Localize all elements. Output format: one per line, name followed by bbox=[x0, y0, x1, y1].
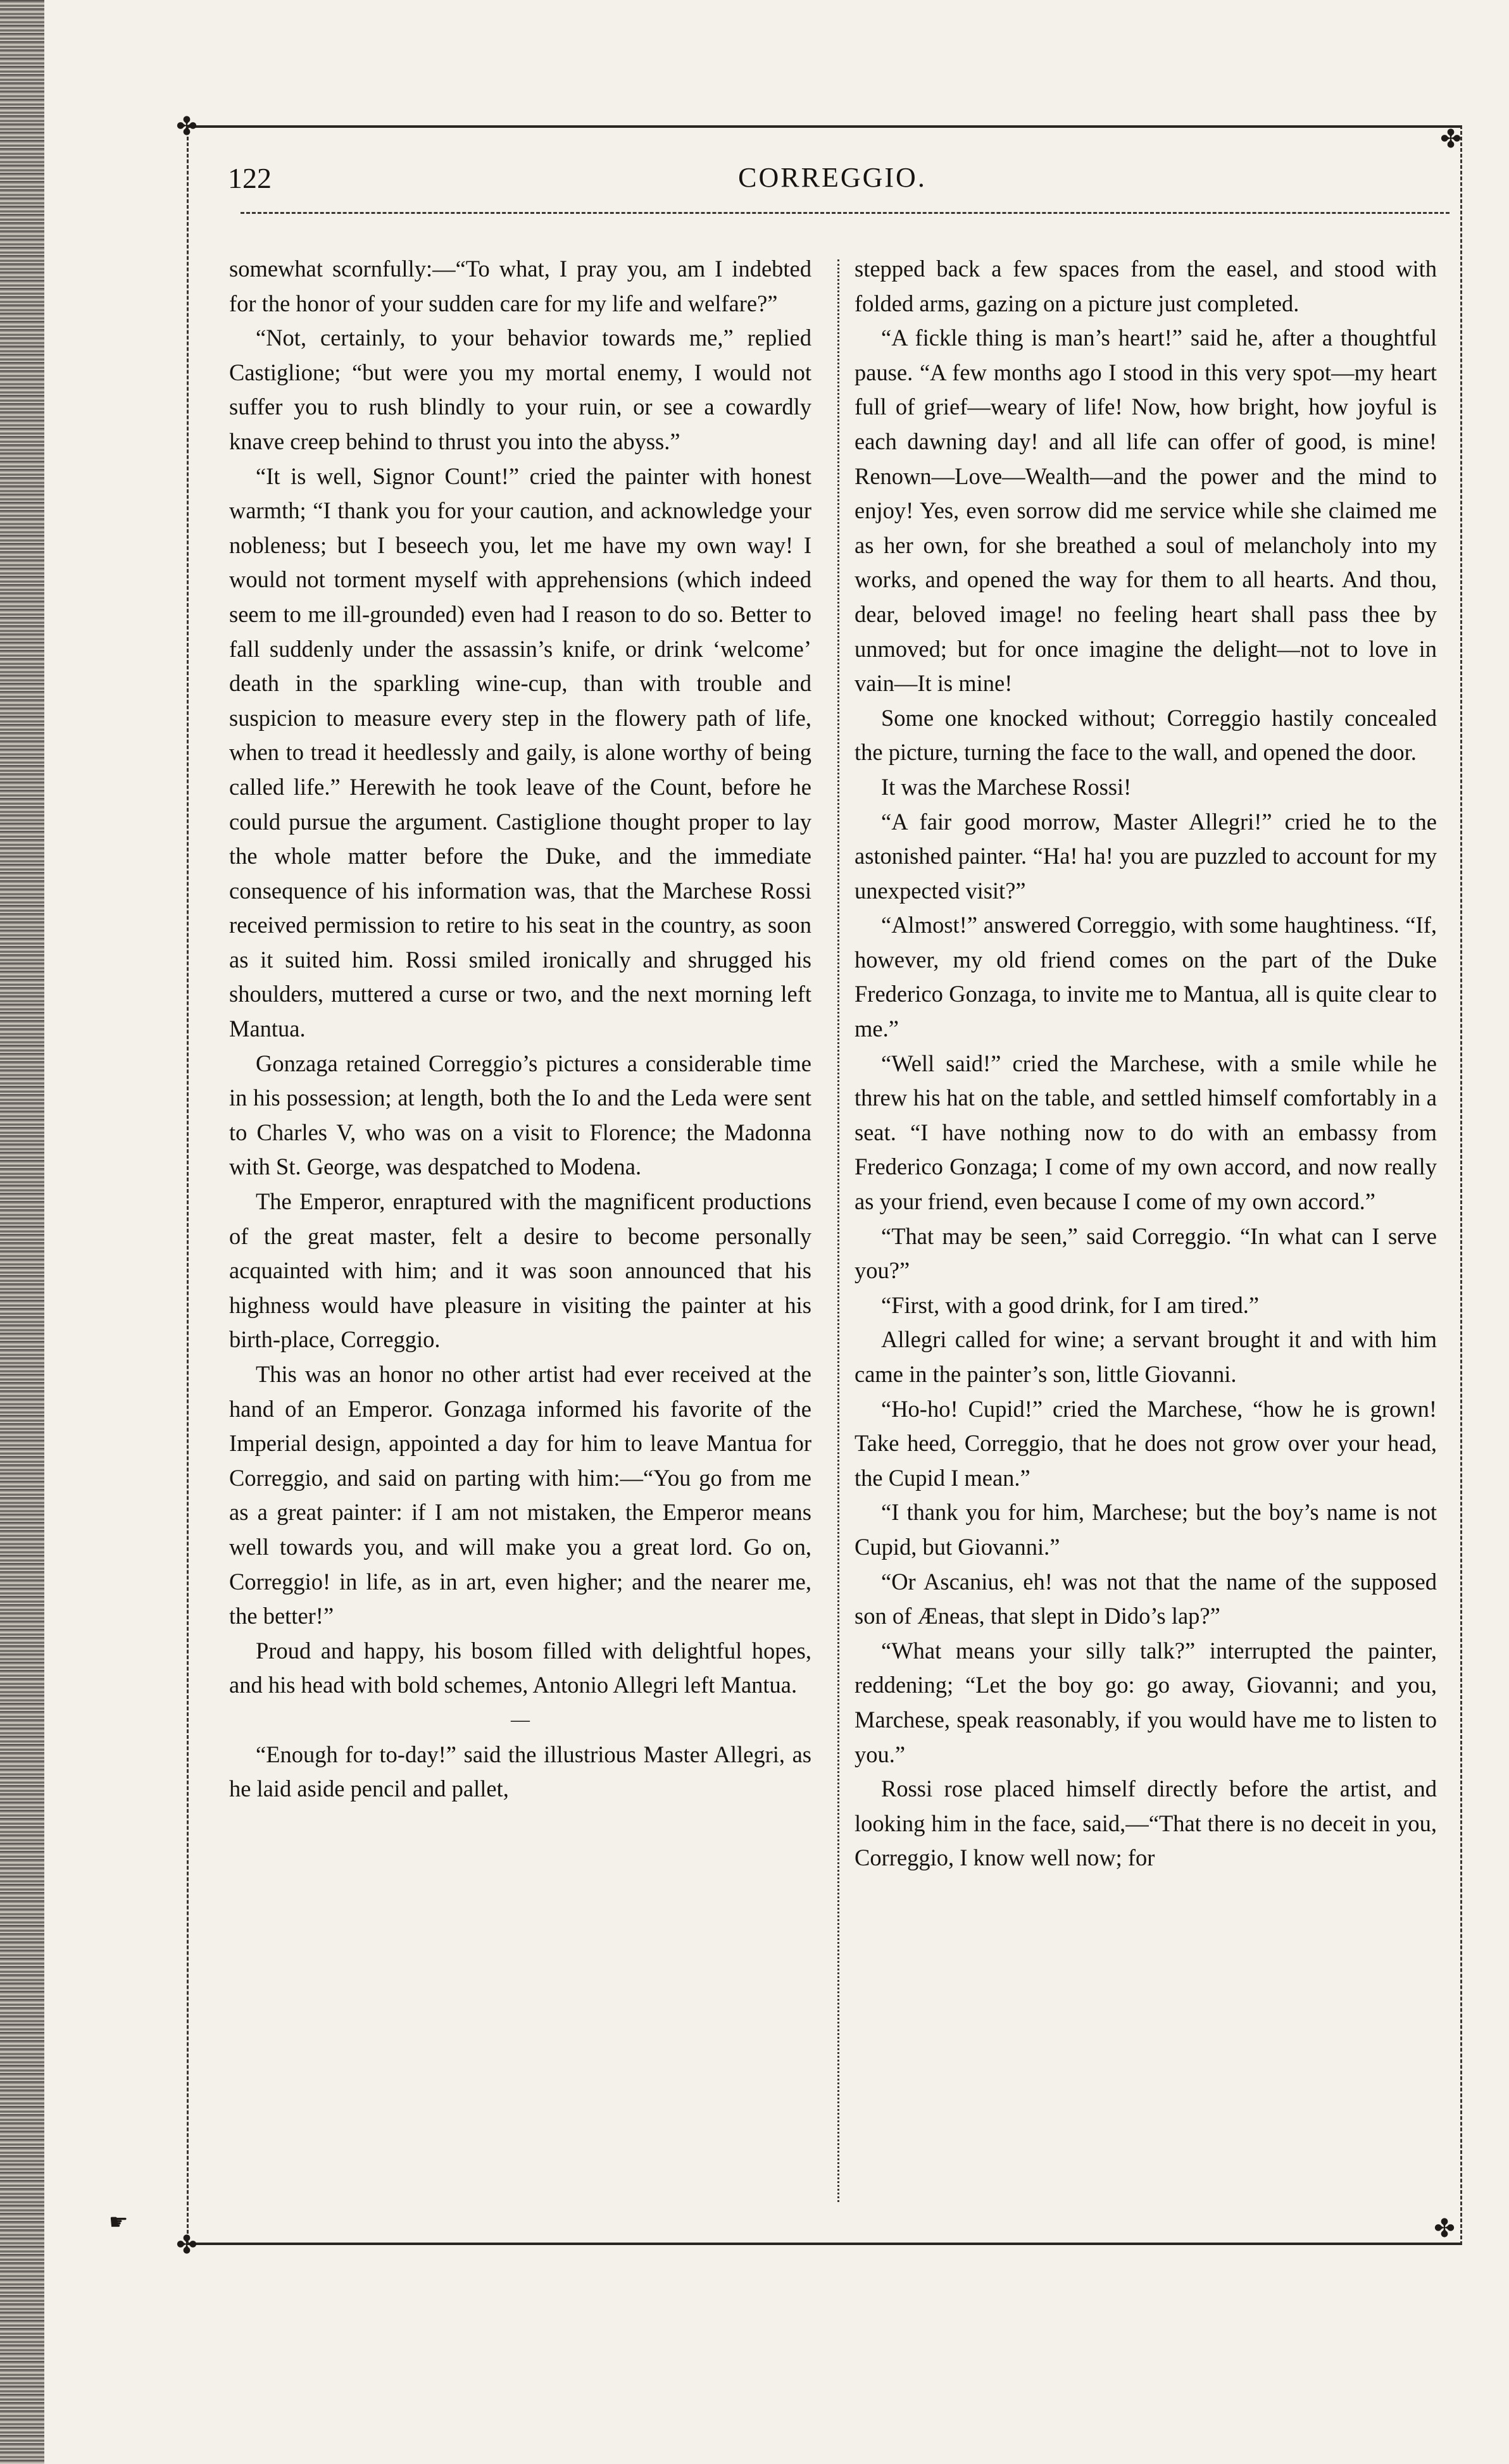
running-title: CORREGGIO. bbox=[738, 162, 927, 193]
column-divider bbox=[837, 259, 839, 2202]
paragraph: “Ho-ho! Cupid!” cried the Marchese, “how he is grown! Take heed, Correggio, that he does not grow over your head, the Cupid I mean.” bbox=[855, 1395, 1437, 1491]
page-header bbox=[228, 161, 1437, 206]
paragraph: “Enough for to-day!” said the illustrious Master Allegri, as he laid aside pencil and pallet, bbox=[229, 1741, 811, 1802]
paragraph: Gonzaga retained Correggio’s pictures a considerable time in his possession; at length, both the Io and the Leda were sent to Charles V, who was on a visit to Florence; the Madonna with St. George, was despatched to Modena. bbox=[229, 1050, 811, 1180]
paragraph: somewhat scornfully:—“To what, I pray you, am I indebted for the honor of your sudden care for my life and welfare?” bbox=[229, 256, 811, 316]
paragraph: “What means your silly talk?” interrupted the painter, reddening; “Let the boy go: go away, Giovanni; and you, Marchese, speak reasonably, if you would have me to listen to you.” bbox=[855, 1637, 1437, 1767]
paragraph: “I thank you for him, Marchese; but the boy’s name is not Cupid, but Giovanni.” bbox=[855, 1499, 1437, 1560]
corner-ornament-bottom-right: ✤ bbox=[1434, 2214, 1455, 2243]
left-column bbox=[229, 252, 811, 1807]
right-column bbox=[855, 252, 1437, 1876]
paragraph: The Emperor, enraptured with the magnificent productions of the great master, felt a desire to become personally acquainted with him; and it was soon announced that his highness would have pleasure in visiting the painter at his birth-place, Correggio. bbox=[229, 1188, 811, 1353]
paragraph: “Almost!” answered Correggio, with some haughtiness. “If, however, my old friend comes on the part of the Duke Frederico Gonzaga, to invite me to Mantua, all is quite clear to me.” bbox=[855, 912, 1437, 1042]
paragraph: Proud and happy, his bosom filled with delightful hopes, and his head with bold schemes, Antonio Allegri left Mantua. bbox=[229, 1637, 811, 1698]
paragraph: “A fair good morrow, Master Allegri!” cried he to the astonished painter. “Ha! ha! you are puzzled to account for my unexpected visit?” bbox=[855, 808, 1437, 904]
page-binding-edge bbox=[0, 0, 44, 2464]
paragraph: “A fickle thing is man’s heart!” said he, after a thoughtful pause. “A few months ago I stood in this very spot—my heart full of grief—weary of life! Now, how bright, how joyful is each dawning day! and all life can offer of good, is mine! Renown—Love—Wealth—and the power and the mind to enjoy! Yes, even sorrow did me service while she claimed me as her own, for she breathed a soul of melancholy into my works, and opened the way for them to all hearts. And thou, dear, beloved image! no feeling heart shall pass thee by unmoved; but for once imagine the delight—not to love in vain—It is mine! bbox=[855, 325, 1437, 697]
corner-ornament-top-left: ✤ bbox=[176, 112, 197, 140]
paragraph: stepped back a few spaces from the easel, and stood with folded arms, gazing on a picture just completed. bbox=[855, 256, 1437, 316]
page-number: 122 bbox=[228, 162, 272, 194]
corner-ornament-top-right: ✤ bbox=[1440, 125, 1462, 153]
paragraph: Rossi rose placed himself directly before the artist, and looking him in the face, said,—“That there is no deceit in you, Correggio, I know well now; for bbox=[855, 1776, 1437, 1871]
paragraph: “It is well, Signor Count!” cried the painter with honest warmth; “I thank you for your caution, and acknowledge your nobleness; but I beseech you, let me have my own way! I would not torment myself with apprehensions (which indeed seem to me ill-grounded) even had I reason to do so. Better to fall suddenly under the assassin’s knife, or drink ‘welcome’ death in the sparkling wine-cup, than with trouble and suspicion to measure every step in the flowery path of life, when to tread it heedlessly and gaily, is alone worthy of being called life.” Herewith he took leave of the Count, before he could pursue the argument. Castiglione thought proper to lay the whole matter before the Duke, and the immediate consequence of his information was, that the Marchese Rossi received permission to retire to his seat in the country, as soon as it suited him. Rossi smiled ironically and shrugged his shoulders, muttered a curse or two, and the next morning left Mantua. bbox=[229, 463, 811, 1042]
paragraph: It was the Marchese Rossi! bbox=[881, 773, 1132, 800]
header-rule bbox=[241, 212, 1450, 214]
paragraph: “First, with a good drink, for I am tired.” bbox=[881, 1291, 1260, 1318]
paragraph: “Well said!” cried the Marchese, with a smile while he threw his hat on the table, and settled himself comfortably in a seat. “I have nothing now to do with an embassy from Frederico Gonzaga; I come of my own accord, and now really as your friend, even because I come of my own accord.” bbox=[855, 1050, 1437, 1215]
paragraph: Allegri called for wine; a servant brought it and with him came in the painter’s son, little Giovanni. bbox=[855, 1326, 1437, 1387]
margin-mark: ☛ bbox=[109, 2211, 128, 2234]
paragraph: Some one knocked without; Correggio hastily concealed the picture, turning the face to the wall, and opened the door. bbox=[855, 704, 1437, 766]
paragraph: This was an honor no other artist had ever received at the hand of an Emperor. Gonzaga informed his favorite of the Imperial design, appointed a day for him to leave Mantua for Correggio, and said on parting with him:—“You go from me as a great painter: if I am not mistaken, the Emperor means well towards you, and will make you a great lord. Go on, Correggio! in life, as in art, even higher; and the nearer me, the better!” bbox=[229, 1361, 811, 1629]
section-separator: — bbox=[511, 1708, 530, 1730]
corner-ornament-bottom-left: ✤ bbox=[176, 2231, 197, 2259]
paragraph: “That may be seen,” said Correggio. “In what can I serve you?” bbox=[855, 1223, 1437, 1284]
paragraph: “Not, certainly, to your behavior towards me,” replied Castiglione; “but were you my mortal enemy, I would not suffer you to rush blindly to your ruin, or see a cowardly knave creep behind to thrust you into the abyss.” bbox=[229, 325, 811, 454]
paragraph: “Or Ascanius, eh! was not that the name of the supposed son of Æneas, that slept in Dido’s lap?” bbox=[855, 1568, 1437, 1629]
